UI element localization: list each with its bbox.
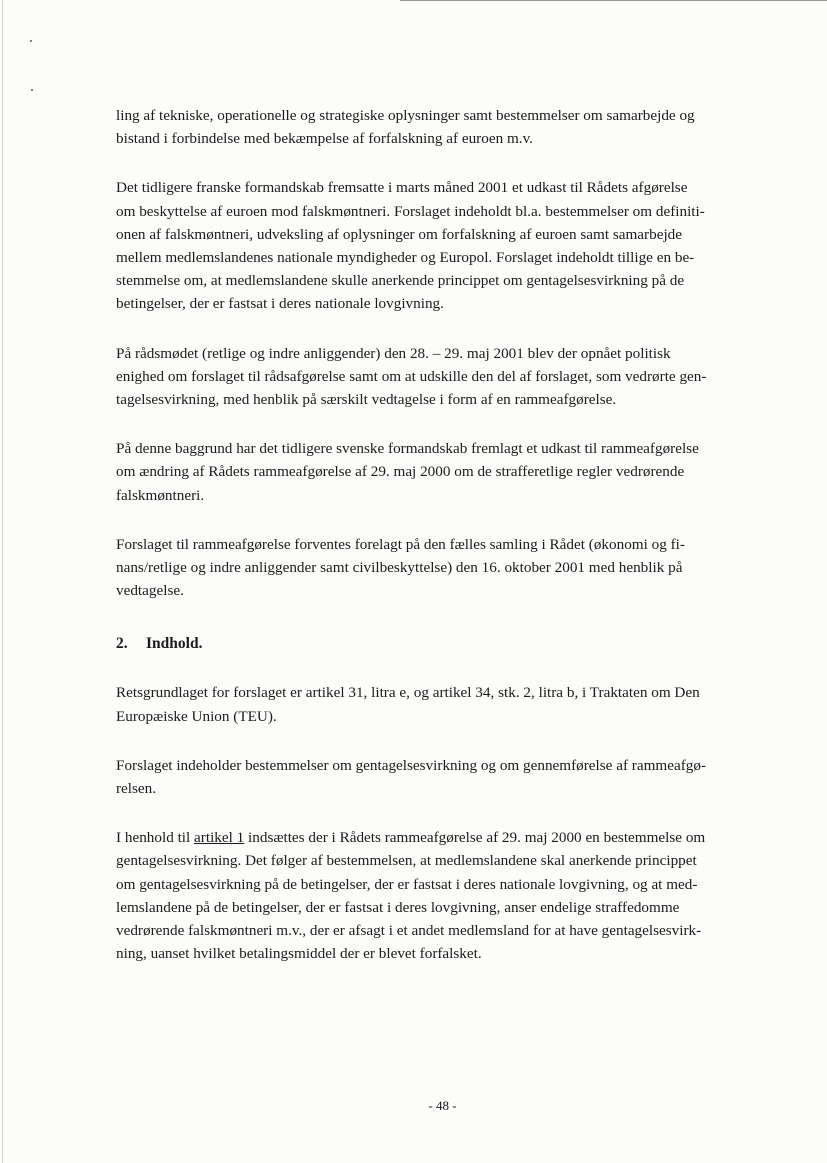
- text-line: Europæiske Union (TEU).: [116, 707, 277, 725]
- text-line: mellem medlemslandenes nationale myndigheder og Europol. Forslaget indeholdt tillige en be-: [116, 249, 695, 267]
- text-fragment: I henhold til: [116, 829, 195, 847]
- text-line: ling af tekniske, operationelle og strategiske oplysninger samt bestemmelser om samarbejde og: [116, 107, 695, 124]
- section-heading: [116, 632, 771, 655]
- scan-speck: [31, 89, 33, 91]
- text-line: bistand i forbindelse med bekæmpelse af forfalskning af euroen m.v.: [116, 130, 533, 148]
- text-line: vedtagelse.: [116, 582, 184, 600]
- text-line: om gentagelsesvirkning på de betingelser, der er fastsat i deres nationale lovgivning, og at med-: [116, 875, 698, 893]
- text-line: Det tidligere franske formandskab fremsatte i marts måned 2001 et udkast til Rådets afgørelse: [116, 179, 688, 197]
- paragraph-4: [116, 437, 771, 507]
- scan-edge-left: [2, 0, 3, 1163]
- text-line: relsen.: [116, 780, 157, 798]
- text-fragment: indsættes der i Rådets rammeafgørelse af 29. maj 2000 en bestemmelse om: [244, 829, 706, 847]
- text-line: Forslaget til rammeafgørelse forventes forelagt på den fælles samling i Rådet (økonomi og fi-: [116, 535, 685, 553]
- paragraph-2: [116, 176, 771, 315]
- scan-speck: [30, 40, 32, 42]
- section-number: 2.: [116, 635, 128, 653]
- scan-edge-top: [400, 0, 827, 1]
- text-line: enighed om forslaget til rådsafgørelse samt om at udskille den del af forslaget, som vedrørte gen-: [116, 367, 707, 385]
- text-line: På denne baggrund har det tidligere svenske formandskab fremlagt et udkast til rammeafgørelse: [116, 440, 699, 458]
- document-body: [116, 104, 771, 965]
- text-line: Retsgrundlaget for forslaget er artikel 31, litra e, og artikel 34, stk. 2, litra b, i Traktaten om Den: [116, 684, 700, 702]
- text-line: lemslandene på de betingelser, der er fastsat i deres lovgivning, anser endelige straffedomme: [116, 898, 680, 916]
- text-line: vedrørende falskmøntneri m.v., der er afsagt i et andet medlemsland for at have gentagelsesvirk-: [116, 922, 702, 940]
- section-title: Indhold.: [146, 635, 203, 653]
- text-line: stemmelse om, at medlemslandene skulle anerkende princippet om gentagelsesvirkning på de: [116, 272, 685, 290]
- text-line: På rådsmødet (retlige og indre anliggender) den 28. – 29. maj 2001 blev der opnået politisk: [116, 344, 671, 362]
- paragraph-7: [116, 754, 771, 800]
- paragraph-3: [116, 342, 771, 412]
- page-number: - 48 -: [428, 1098, 457, 1113]
- text-line: falskmøntneri.: [116, 486, 205, 504]
- text-line: nans/retlige og indre anliggender samt civilbeskyttelse) den 16. oktober 2001 med henblik på: [116, 559, 683, 577]
- text-line: om beskyttelse af euroen mod falskmøntneri. Forslaget indeholdt bl.a. bestemmelser om definiti-: [116, 202, 705, 220]
- paragraph-6: [116, 681, 771, 727]
- text-line: om ændring af Rådets rammeafgørelse af 29. maj 2000 om de strafferetlige regler vedrørende: [116, 463, 685, 481]
- text-line: ning, uanset hvilket betalingsmiddel der er blevet forfalsket.: [116, 945, 482, 963]
- article-reference: artikel 1: [194, 829, 245, 847]
- text-line: betingelser, der er fastsat i deres nationale lovgivning.: [116, 295, 444, 313]
- text-line: gentagelsesvirkning. Det følger af bestemmelsen, at medlemslandene skal anerkende princippet: [116, 852, 697, 870]
- text-line: onen af falskmøntneri, udveksling af oplysninger om forfalskning af euroen samt samarbejde: [116, 225, 682, 243]
- paragraph-5: [116, 533, 771, 603]
- paragraph-1: [116, 104, 771, 150]
- text-line: [116, 826, 771, 849]
- text-line: tagelsesvirkning, med henblik på særskilt vedtagelse i form af en rammeafgørelse.: [116, 391, 617, 409]
- text-line: Forslaget indeholder bestemmelser om gentagelsesvirkning og om gennemførelse af rammeafgø-: [116, 756, 707, 774]
- paragraph-8: [116, 826, 771, 965]
